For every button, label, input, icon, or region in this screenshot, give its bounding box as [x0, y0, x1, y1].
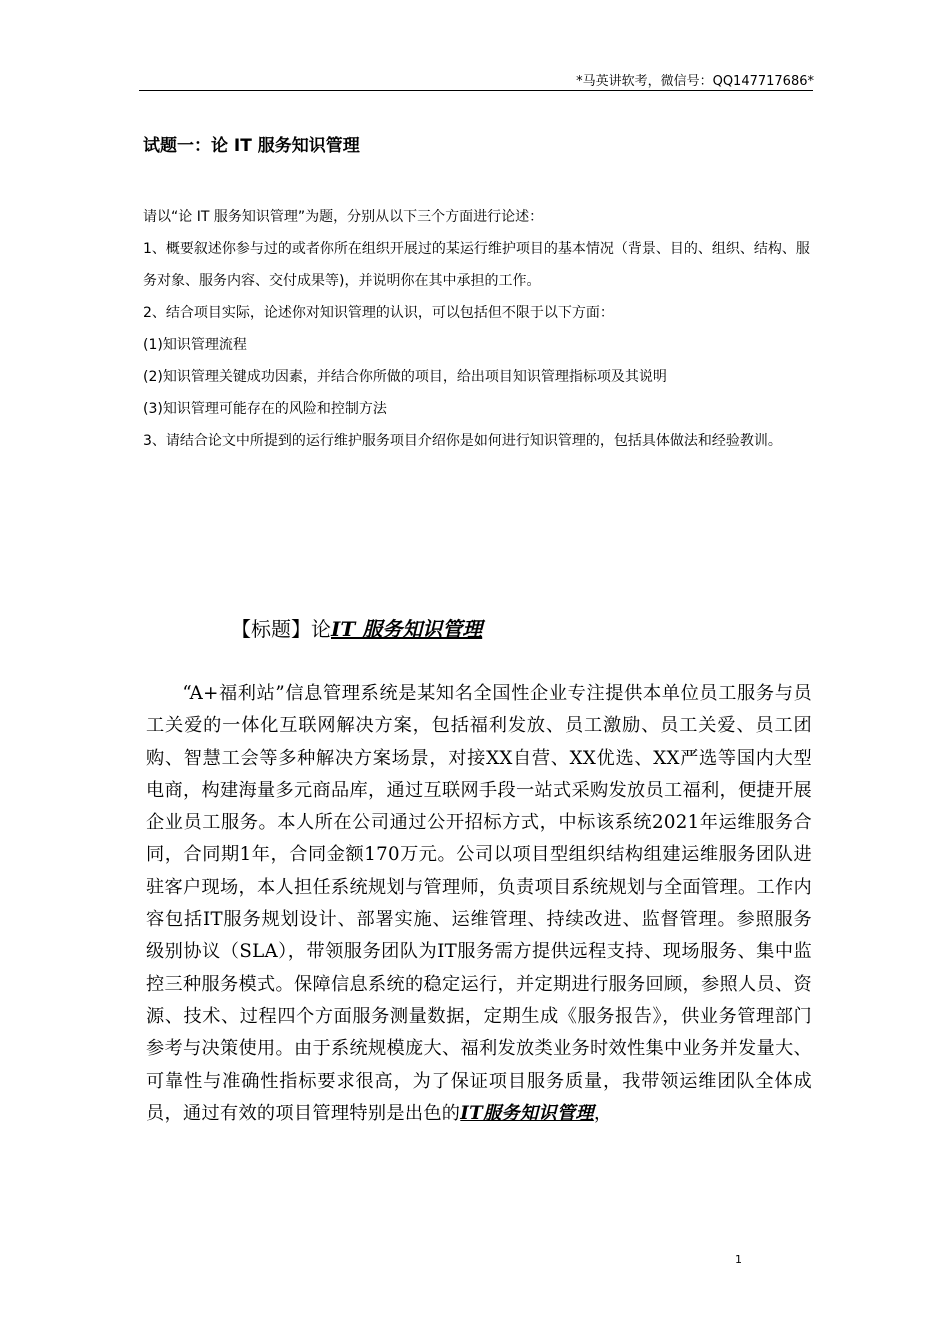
essay-emphasis: IT服务知识管理	[460, 1102, 594, 1124]
prompt-subitem-2: (2)知识管理关键成功因素，并结合你所做的项目，给出项目知识管理指标项及其说明	[143, 369, 667, 385]
header-divider	[139, 90, 813, 91]
question-prompt	[143, 201, 813, 457]
essay-paragraph	[146, 678, 812, 1130]
essay-title	[231, 613, 482, 642]
essay-title-prefix: 【标题】论	[231, 617, 331, 641]
page-header: *马英讲软考，微信号：QQ147717686*	[576, 74, 814, 89]
prompt-item-3: 3、请结合论文中所提到的运行维护服务项目介绍你是如何进行知识管理的，包括具体做法和经验教训。	[143, 433, 782, 449]
prompt-subitem-1: (1)知识管理流程	[143, 337, 247, 353]
prompt-intro: 请以“论 IT 服务知识管理”为题，分别从以下三个方面进行论述：	[143, 209, 544, 225]
essay-title-emphasis: IT 服务知识管理	[331, 617, 483, 641]
prompt-subitem-3: (3)知识管理可能存在的风险和控制方法	[143, 401, 387, 417]
essay-text: “A+福利站”信息管理系统是某知名全国性企业专注提供本单位员工服务与员工关爱的一体化互联网解决方案，包括福利发放、员工激励、员工关爱、员工团购、智慧工会等多种解决方案场景，对接XX自营、XX优选、XX严选等国内大型电商，构建海量多元商品库，通过互联网手段一站式采购发放员工福利，便捷开展企业员工服务。本人所在公司通过公开招标方式，中标该系统2021年运维服务合同，合同期1年，合同金额170万元。公司以项目型组织结构组建运维服务团队进驻客户现场，本人担任系统规划与管理师，负责项目系统规划与全面管理。工作内容包括IT服务规划设计、部署实施、运维管理、持续改进、监督管理。参照服务级别协议（SLA），带领服务团队为IT服务需方提供远程支持、现场服务、集中监控三种服务模式。保障信息系统的稳定运行，并定期进行服务回顾，参照人员、资源、技术、过程四个方面服务测量数据，定期生成《服务报告》，供业务管理部门参考与决策使用。由于系统规模庞大、福利发放类业务时效性集中业务并发量大、可靠性与准确性指标要求很高，为了保证项目服务质量，我带领运维团队全体成员，通过有效的项目管理特别是出色的	[146, 683, 812, 1124]
essay-text-tail: ，	[593, 1102, 613, 1124]
question-title: 试题一：论 IT 服务知识管理	[143, 136, 360, 156]
prompt-item-2: 2、结合项目实际，论述你对知识管理的认识，可以包括但不限于以下方面：	[143, 305, 614, 321]
prompt-item-1: 1、概要叙述你参与过的或者你所在组织开展过的某运行维护项目的基本情况（背景、目的、组织、结构、服务对象、服务内容、交付成果等)，并说明你在其中承担的工作。	[143, 241, 810, 289]
essay-body	[146, 678, 812, 1130]
page-number: 1	[735, 1253, 742, 1266]
